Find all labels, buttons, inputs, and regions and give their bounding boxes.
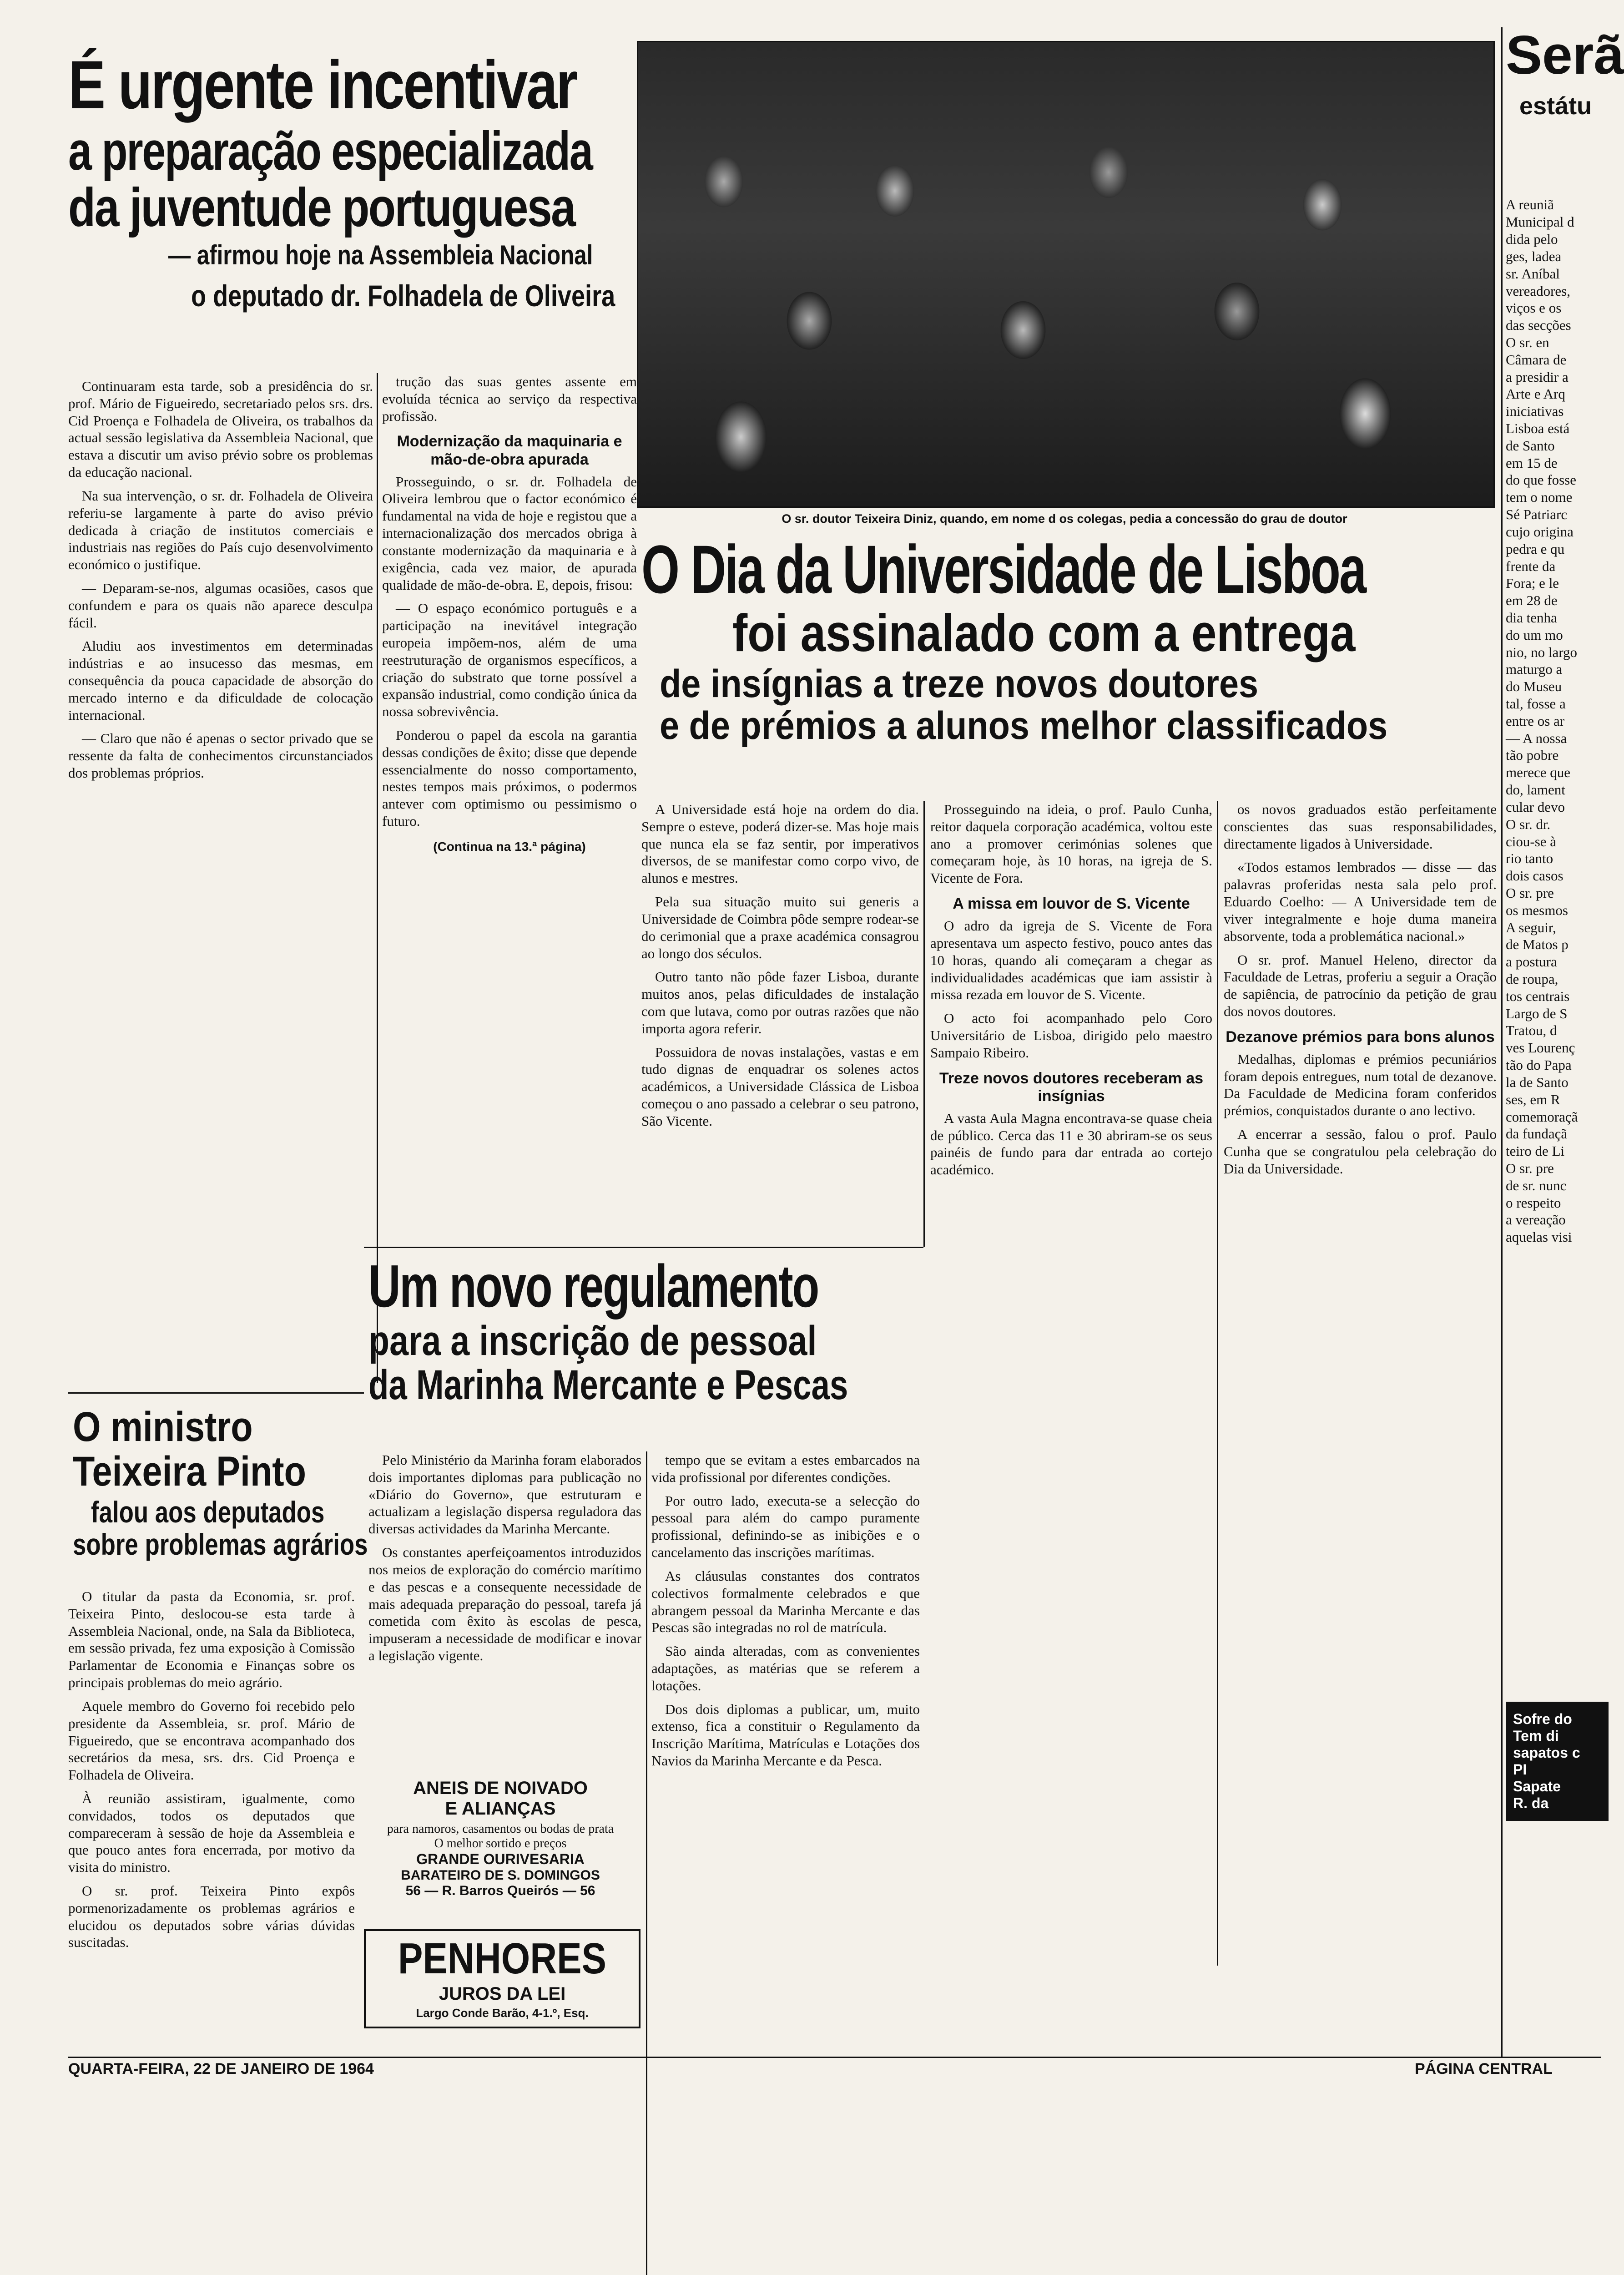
- university-ceremony-photo: [637, 41, 1495, 508]
- fragment-line: aquelas visi: [1506, 1229, 1572, 1245]
- paragraph: — O espaço económico português e a participação na inevitável integração europeia impõem-nos, além de uma reestruturação de organismos específicos, a criação do substrato que torne possível a expansão industrial, como condição única da nossa sobrevivência.: [382, 600, 637, 720]
- fragment-line: Arte e Arq: [1506, 386, 1565, 402]
- photo-caption: O sr. doutor Teixeira Diniz, quando, em nome d os colegas, pedia a concessão do grau de doutor: [782, 512, 1347, 526]
- article-headline-education: [68, 46, 619, 313]
- fragment-line: ges, ladea: [1506, 248, 1562, 264]
- fragment-line: dida pelo: [1506, 231, 1558, 248]
- fragment-line: tem o nome: [1506, 489, 1573, 506]
- paragraph: Ponderou o papel da escola na garantia dessas condições de êxito; disse que depende essencialmente do nosso comportamento, nestes tempos mais próximos, o podermos antever com optimismo ou pessimismo o futuro.: [382, 727, 637, 829]
- column-rule: [1501, 27, 1503, 2057]
- paragraph: O sr. prof. Manuel Heleno, director da Faculdade de Letras, proferiu a seguir a Oração de sapiência, de patrocínio da petição de grau dos novos doutores.: [1224, 951, 1497, 1019]
- fragment-line: o respeito: [1506, 1194, 1561, 1211]
- ad-line: para namoros, casamentos ou bodas de prata: [387, 1822, 614, 1836]
- jewelry-advertisement: [364, 1774, 637, 1920]
- column-rule: [1217, 801, 1218, 1966]
- fragment-line: em 28 de: [1506, 592, 1558, 609]
- fragment-line: a presidir a: [1506, 369, 1569, 385]
- fragment-line: a postura: [1506, 954, 1557, 970]
- paragraph: Medalhas, diplomas e prémios pecuniários foram depois entregues, num total de dezanove. Da Faculdade de Medicina foram conferidos prémios, conquistados durante o ano lectivo.: [1224, 1051, 1497, 1119]
- fragment-line: entre os ar: [1506, 713, 1565, 729]
- paragraph: As cláusulas constantes dos contratos colectivos formalmente celebrados e que abrangem pessoal da Marinha Mercante e das Pescas são integradas no rol de matrícula.: [651, 1567, 920, 1636]
- article-marinha-column-2: [651, 1451, 920, 1776]
- paragraph: O titular da pasta da Economia, sr. prof. Teixeira Pinto, deslocou-se esta tarde à Assembleia Nacional, onde, na Sala da Biblioteca, em sessão privada, fez uma exposição à Comissão Parlamentar de Economia e Finanças sobre os principais problemas do meio agrário.: [68, 1588, 355, 1691]
- page-label: PÁGINA CENTRAL: [1415, 2060, 1553, 2078]
- paragraph: tempo que se evitam a estes embarcados na vida profissional por diferentes condições.: [651, 1452, 920, 1485]
- fragment-ad-line: Tem di: [1513, 1728, 1559, 1744]
- fragment-line: de roupa,: [1506, 971, 1558, 987]
- fragment-line: tal, fosse a: [1506, 696, 1566, 712]
- fragment-line: ves Lourenç: [1506, 1040, 1575, 1056]
- fragment-line: Sé Patriarc: [1506, 506, 1568, 523]
- paragraph: A Universidade está hoje na ordem do dia. Sempre o esteve, poderá dizer-se. Mas hoje mais que nunca ela se faz sentir, por imperativos diversos, de se manifestar como corpo vivo, de alunos e mestres.: [641, 801, 919, 886]
- fragment-line: tos centrais: [1506, 988, 1570, 1004]
- fragment-line: das secções: [1506, 317, 1571, 334]
- headline-line-3: da Marinha Mercante e Pescas: [368, 1362, 848, 1409]
- paragraph: Na sua intervenção, o sr. dr. Folhadela de Oliveira referiu-se largamente à parte do aviso prévio dedicada à criação de institutos comerciais e industriais nas regiões do País cujo desenvolvimento económico o justifique.: [68, 487, 373, 573]
- fragment-line: de sr. nunc: [1506, 1177, 1567, 1193]
- continued-note: (Continua na 13.ª página): [433, 839, 586, 854]
- ad-line: BARATEIRO DE S. DOMINGOS: [401, 1868, 600, 1883]
- article-marinha-column-1: [368, 1451, 641, 1671]
- paragraph: Aludiu aos investimentos em determinadas indústrias e ao insucesso das mesmas, em consequência da pouca capacidade de absorção do mercado interno e da dificuldade de colocação internacional.: [68, 638, 373, 723]
- fragment-line: Fora; e le: [1506, 575, 1559, 592]
- fragment-line: — A nossa: [1506, 730, 1567, 746]
- fragment-line: Câmara de: [1506, 351, 1567, 368]
- headline-line-4: e de prémios a alunos melhor classificados: [660, 704, 1388, 748]
- article-headline-university: [641, 531, 1506, 748]
- fragment-line: ciou-se à: [1506, 833, 1557, 849]
- fragment-line: tão do Papa: [1506, 1057, 1572, 1073]
- ad-line: E ALIANÇAS: [445, 1799, 556, 1819]
- fragment-line: vereadores,: [1506, 283, 1570, 299]
- fragment-line: rio tanto: [1506, 850, 1553, 867]
- paragraph: — Deparam-se-nos, algumas ocasiões, casos que confundem e para os quais não aparece desculpa fácil.: [68, 580, 373, 631]
- fragment-ad-line: Sapate: [1513, 1778, 1561, 1795]
- issue-date: QUARTA-FEIRA, 22 DE JANEIRO DE 1964: [68, 2060, 374, 2078]
- article-education-column-2: [382, 373, 637, 854]
- fragment-line: viços e os: [1506, 300, 1562, 316]
- ad-line: Largo Conde Barão, 4-1.º, Esq.: [416, 2006, 589, 2020]
- subheading: A missa em louvor de S. Vicente: [953, 895, 1190, 913]
- paragraph: Possuidora de novas instalações, vastas e em tudo dignas de enquadrar os solenes actos académicos, a Universidade Clássica de Lisboa começou o ano passado a celebrar o seu patrono, São Vicente.: [641, 1044, 919, 1129]
- paragraph: trução das suas gentes assente em evoluída técnica ao serviço da respectiva profissão.: [382, 374, 637, 424]
- ad-line: PENHORES: [398, 1934, 606, 1983]
- fragment-line: A seguir,: [1506, 919, 1556, 935]
- paragraph: Prosseguindo, o sr. dr. Folhadela de Oliveira lembrou que o factor económico é fundamental na vida de hoje e registou que a internacionalização dos mercados obriga à constante modernização da maquinaria e à exigência, cada vez maior, de apurada qualidade de mão-de-obra. E, depois, frisou:: [382, 473, 637, 593]
- article-university-column-2: [930, 801, 1212, 1185]
- fragment-line: teiro de Li: [1506, 1143, 1565, 1159]
- fragment-line: da fundaçã: [1506, 1126, 1568, 1142]
- paragraph: Por outro lado, executa-se a selecção do pessoal para além do campo puramente profissional, definindo-se as inibições e o cancelamento das inscrições marítimas.: [651, 1492, 920, 1561]
- column-rule: [646, 1451, 647, 2275]
- paragraph: O sr. prof. Teixeira Pinto expôs pormenorizadamente os problemas agrários e elucidou os deputados sobre várias dúvidas suscitadas.: [68, 1883, 355, 1951]
- headline-line-4: sobre problemas agrários: [73, 1527, 368, 1561]
- headline-line-1: Um novo regulamento: [368, 1253, 818, 1320]
- headline-line-1: É urgente incentivar: [68, 46, 576, 123]
- article-university-column-1: [641, 801, 919, 1136]
- article-education-column-1: [68, 378, 373, 788]
- fragment-line: A reuniã: [1506, 197, 1554, 213]
- section-rule: [68, 1392, 364, 1394]
- pawn-advertisement: [364, 1929, 641, 2028]
- fragment-line: a vereação: [1506, 1212, 1566, 1228]
- fragment-line: la de Santo: [1506, 1074, 1569, 1090]
- paragraph: O adro da igreja de S. Vicente de Fora apresentava um aspecto festivo, pouco antes das 10 horas, quando ali começaram a chegar as individualidades académicas que iam assistir à missa rezada em louvor de S. Vicente.: [930, 918, 1212, 1003]
- headline-line-5: o deputado dr. Folhadela de Oliveira: [191, 278, 615, 313]
- fragment-line: dia tenha: [1506, 609, 1557, 626]
- article-headline-marinha: [368, 1253, 923, 1409]
- paragraph: A vasta Aula Magna encontrava-se quase cheia de público. Cerca das 11 e 30 abriram-se os seus painéis de fundo para dar entrada ao cortejo académico.: [930, 1110, 1212, 1178]
- fragment-line: os mesmos: [1506, 902, 1568, 918]
- paragraph: A encerrar a sessão, falou o prof. Paulo Cunha que se congratulou pela celebração do Dia da Universidade.: [1224, 1126, 1497, 1177]
- subheading: Dezanove prémios para bons alunos: [1226, 1028, 1495, 1046]
- fragment-line: Lisboa está: [1506, 420, 1570, 437]
- fragment-line: ses, em R: [1506, 1091, 1560, 1107]
- fragment-line: O sr. dr.: [1506, 816, 1551, 832]
- headline-line-4: — afirmou hoje na Assembleia Nacional: [168, 239, 593, 270]
- fragment-line: do que fosse: [1506, 472, 1576, 488]
- fragment-line: maturgo a: [1506, 661, 1563, 677]
- fragment-line: sr. Aníbal: [1506, 265, 1560, 282]
- paragraph: Os constantes aperfeiçoamentos introduzidos nos meios de exploração do comércio marítimo e das pescas e a consequente necessidade de mais adequada preparação do pessoal, tarefa já cometida com êxito às escolas de pesca, impuseram a necessidade de modificar e inovar a legislação vigente.: [368, 1544, 641, 1663]
- paragraph: Pelo Ministério da Marinha foram elaborados dois importantes diplomas para publicação no «Diário do Governo», que estruturam e actualizam a legislação dispersa reguladora das diversas actividades da Marinha Mercante.: [368, 1452, 641, 1537]
- paragraph: Aquele membro do Governo foi recebido pelo presidente da Assembleia, sr. prof. Mário de Figueiredo, que se encontrava acompanhado dos secretários da mesa, srs. drs. Cid Proença e Folhadela de Oliveira.: [68, 1698, 355, 1783]
- footer-rule: [68, 2057, 1601, 2058]
- fragment-line: de Matos p: [1506, 936, 1569, 953]
- fragment-ad-line: PI: [1513, 1761, 1527, 1778]
- paragraph: À reunião assistiram, igualmente, como convidados, todos os deputados que compareceram à sessão de hoje da Assembleia e que pouco antes fora encerrada, por motivo da visita do ministro.: [68, 1790, 355, 1876]
- fragment-line: do Museu: [1506, 678, 1562, 695]
- fragment-advertisement: [1506, 1702, 1609, 1821]
- fragment-line: merece que: [1506, 764, 1570, 781]
- right-column-fragment: [1506, 25, 1624, 2057]
- fragment-line: do um mo: [1506, 627, 1563, 643]
- fragment-line: iniciativas: [1506, 403, 1564, 420]
- column-rule: [923, 801, 925, 1247]
- fragment-line: O sr. pre: [1506, 885, 1554, 901]
- fragment-line: cular devo: [1506, 799, 1565, 815]
- paragraph: Pela sua situação muito sui generis a Universidade de Coimbra pôde sempre rodear-se do cerimonial que a praxe académica consagrou ao longo dos séculos.: [641, 894, 919, 961]
- fragment-line: Municipal d: [1506, 214, 1574, 230]
- paragraph: Dos dois diplomas a publicar, um, muito extenso, fica a constituir o Regulamento da Inscrição Marítima, Matrículas e Lotações dos Navios da Marinha Mercante e da Pesca.: [651, 1701, 920, 1769]
- fragment-line: do, lament: [1506, 782, 1565, 798]
- fragment-text-lines: [1506, 196, 1601, 1246]
- ad-line: O melhor sortido e preços: [434, 1836, 567, 1850]
- fragment-line: Largo de S: [1506, 1005, 1568, 1021]
- article-university-column-3: [1224, 801, 1497, 1184]
- fragment-ad-line: R. da: [1513, 1795, 1549, 1811]
- paragraph: O acto foi acompanhado pelo Coro Universitário de Lisboa, dirigido pelo maestro Sampaio Ribeiro.: [930, 1010, 1212, 1061]
- fragment-line: nio, no largo: [1506, 644, 1577, 660]
- article-headline-ministro: [73, 1406, 368, 1560]
- subheading: Modernização da maquinaria e mão-de-obra apurada: [397, 433, 622, 468]
- paragraph: os novos graduados estão perfeitamente conscientes das suas responsabilidades, directamente ligados à Universidade.: [1224, 801, 1497, 852]
- paragraph: — Claro que não é apenas o sector privado que se ressente da falta de conhecimentos circunstanciados dos problemas próprios.: [68, 730, 373, 781]
- fragment-line: pedra e qu: [1506, 541, 1565, 557]
- fragment-line: em 15 de: [1506, 455, 1558, 471]
- headline-line-2: para a inscrição de pessoal: [368, 1317, 817, 1364]
- fragment-subheadline: estátu: [1519, 92, 1592, 120]
- fragment-ad-line: Sofre do: [1513, 1711, 1572, 1727]
- fragment-ad-line: sapatos c: [1513, 1744, 1580, 1761]
- column-rule: [377, 373, 378, 1383]
- fragment-line: comemoraçã: [1506, 1108, 1578, 1125]
- section-rule: [364, 1247, 923, 1248]
- headline-line-2: foi assinalado com a entrega: [732, 603, 1356, 662]
- headline-line-3: da juventude portuguesa: [68, 177, 575, 238]
- fragment-line: tão pobre: [1506, 747, 1559, 763]
- fragment-line: O sr. pre: [1506, 1160, 1554, 1176]
- headline-line-3: falou aos deputados: [91, 1495, 325, 1529]
- headline-line-1: O ministro: [73, 1404, 253, 1450]
- fragment-line: cujo origina: [1506, 523, 1574, 540]
- fragment-headline: Serã: [1506, 25, 1624, 86]
- paragraph: Prosseguindo na ideia, o prof. Paulo Cunha, reitor daquela corporação académica, voltou este ano a promover cerimónias solenes que começaram hoje, às 10 horas, na igreja de S. Vicente de Fora.: [930, 801, 1212, 886]
- fragment-line: frente da: [1506, 558, 1556, 574]
- paragraph: Continuaram esta tarde, sob a presidência do sr. prof. Mário de Figueiredo, secretariado pelos srs. drs. Cid Proença e Folhadela de Oliveira, os trabalhos da actual sessão legislativa da Assembleia Nacional, que estava a discutir um aviso prévio sobre os problemas da educação nacional.: [68, 378, 373, 480]
- fragment-line: de Santo: [1506, 437, 1555, 454]
- paragraph: Outro tanto não pôde fazer Lisboa, durante muitos anos, pelas dificuldades de instalação com que lutava, como por outras razões que não importa agora referir.: [641, 969, 919, 1036]
- fragment-line: Tratou, d: [1506, 1022, 1557, 1039]
- fragment-line: dois casos: [1506, 868, 1563, 884]
- paragraph: São ainda alteradas, com as convenientes adaptações, as matérias que se referem a lotações.: [651, 1643, 920, 1694]
- headline-line-1: O Dia da Universidade de Lisboa: [641, 531, 1366, 607]
- headline-line-2: Teixeira Pinto: [73, 1448, 306, 1495]
- headline-line-3: de insígnias a treze novos doutores: [660, 662, 1259, 706]
- subheading: Treze novos doutores receberam as insígnias: [939, 1069, 1204, 1105]
- ad-line: GRANDE OURIVESARIA: [416, 1851, 585, 1867]
- article-ministro-body: [68, 1588, 355, 1957]
- paragraph: «Todos estamos lembrados — disse — das palavras proferidas nesta sala pelo prof. Eduardo Coelho: — A Universidade tem de viver integralmente e hoje duma maneira absorvente, toda a problemática nacional.»: [1224, 859, 1497, 944]
- ad-line: 56 — R. Barros Queirós — 56: [405, 1883, 595, 1898]
- ad-line: ANEIS DE NOIVADO: [413, 1778, 588, 1798]
- ad-line: JUROS DA LEI: [439, 1984, 566, 2004]
- fragment-line: O sr. en: [1506, 334, 1549, 350]
- headline-line-2: a preparação especializada: [68, 121, 592, 182]
